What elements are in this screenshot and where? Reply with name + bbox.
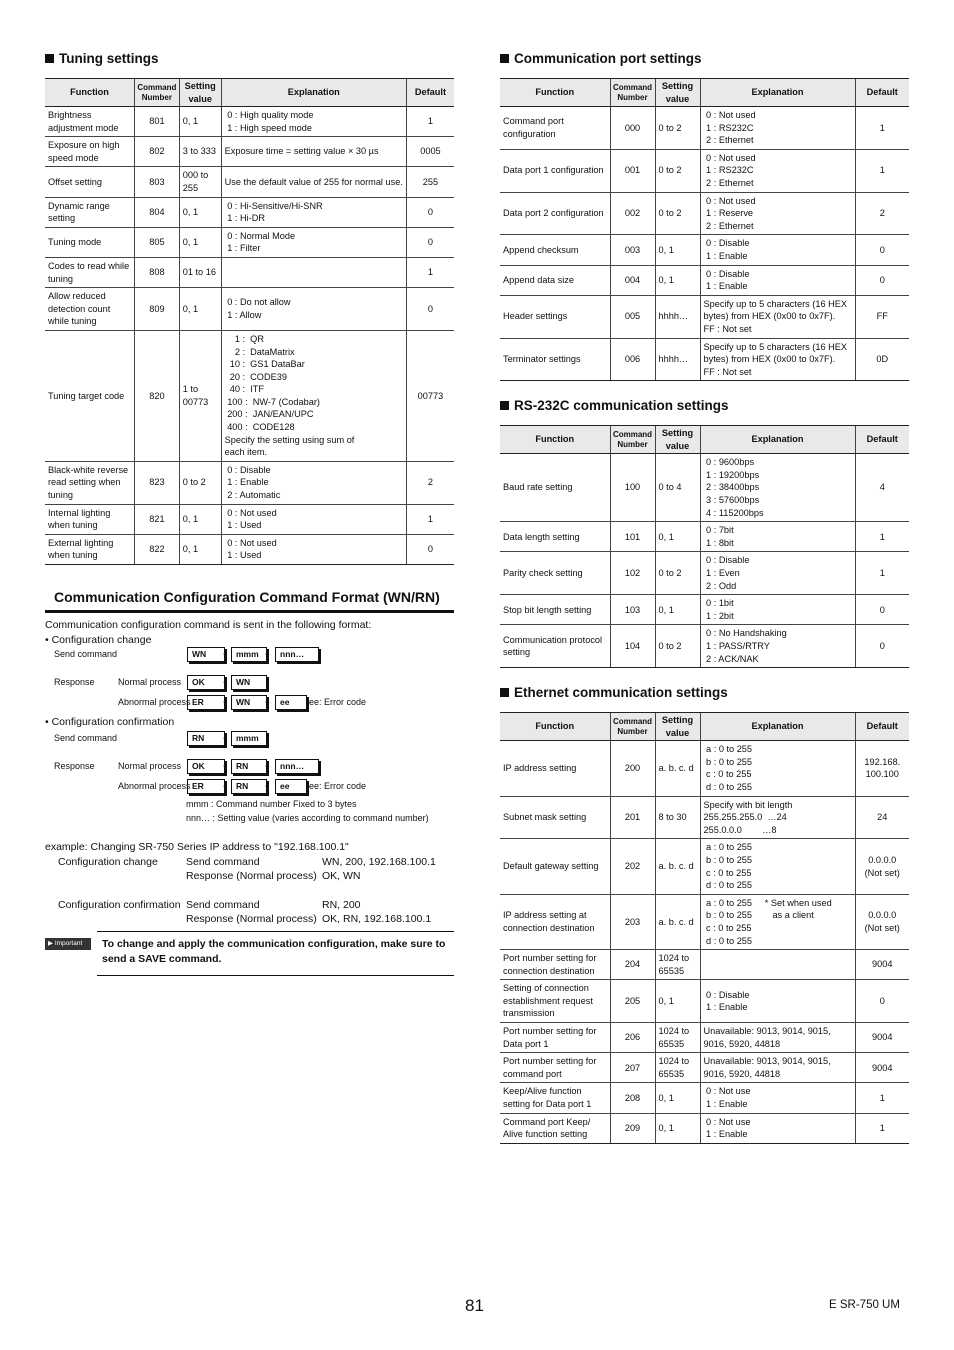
mmm-box: mmm <box>231 647 267 662</box>
default-cell: 0 <box>406 227 454 257</box>
function-cell: Internal lighting when tuning <box>45 504 135 534</box>
header-command-number: Command Number <box>135 79 180 107</box>
explanation-cell: Specify up to 5 characters (16 HEX bytes) from HEX (0x00 to 0x7F). FF : Not set <box>700 295 855 338</box>
explanation-cell: Unavailable: 9013, 9014, 9015, 9016, 5920, 44818 <box>700 1053 855 1083</box>
explanation-cell: a : 0 to 255 b : 0 to 255 c : 0 to 255 d : 0 to 255 <box>700 741 855 796</box>
command-number-cell: 101 <box>610 522 655 552</box>
command-number-cell: 206 <box>610 1023 655 1053</box>
explanation-cell: a : 0 to 255 * Set when used b : 0 to 255 as a client c : 0 to 255 d : 0 to 255 <box>700 894 855 949</box>
setting-value-cell: 0 to 2 <box>655 192 700 235</box>
setting-value-cell: 0, 1 <box>179 227 221 257</box>
command-number-cell: 201 <box>610 796 655 839</box>
function-cell: Allow reduced detection count while tuning <box>45 288 135 331</box>
header-command-number: Command Number <box>610 713 655 741</box>
left-column <box>45 48 454 983</box>
table-row <box>500 295 909 338</box>
table-row <box>500 522 909 552</box>
explanation-cell: a : 0 to 255 b : 0 to 255 c : 0 to 255 d : 0 to 255 <box>700 839 855 894</box>
setting-value-cell: 01 to 16 <box>179 257 221 287</box>
header-command-number: Command Number <box>610 79 655 107</box>
document-id: E SR-750 UM <box>829 1299 900 1311</box>
header-setting-value: Setting value <box>655 426 700 454</box>
table-row <box>500 980 909 1023</box>
function-cell: Command port Keep/ Alive function setting <box>500 1113 610 1143</box>
comma: , <box>265 759 268 770</box>
nnn-box: nnn… <box>275 647 319 662</box>
table-row <box>500 107 909 150</box>
function-cell: Header settings <box>500 295 610 338</box>
default-cell: 24 <box>855 796 909 839</box>
example-response-label: Response (Normal process) <box>186 913 317 925</box>
abnormal-process-label: Abnormal process <box>118 781 191 791</box>
nnn-box: nnn… <box>275 759 319 774</box>
example-change-response: OK, WN <box>322 870 361 882</box>
command-number-cell: 809 <box>135 288 180 331</box>
table-row <box>500 1053 909 1083</box>
rs232c-heading: RS-232C communication settings <box>500 395 909 417</box>
mmm-note: mmm : Command number Fixed to 3 bytes <box>186 799 357 809</box>
setting-value-cell: 0 to 2 <box>655 552 700 595</box>
function-cell: Default gateway setting <box>500 839 610 894</box>
default-cell: 0 <box>406 534 454 564</box>
command-number-cell: 006 <box>610 338 655 381</box>
table-row <box>500 149 909 192</box>
explanation-cell: 0 : 1bit 1 : 2bit <box>700 595 855 625</box>
default-cell: 2 <box>855 192 909 235</box>
table-row <box>500 454 909 522</box>
setting-value-cell: 0 to 2 <box>179 461 221 504</box>
page-number: 81 <box>465 1296 484 1315</box>
function-cell: Offset setting <box>45 167 135 197</box>
explanation-cell: 0 : Not used 1 : Used <box>221 534 406 564</box>
explanation-cell: Specify up to 5 characters (16 HEX bytes) from HEX (0x00 to 0x7F). FF : Not set <box>700 338 855 381</box>
header-default: Default <box>855 713 909 741</box>
setting-value-cell: 0 to 2 <box>655 625 700 668</box>
command-number-cell: 804 <box>135 197 180 227</box>
table-row <box>45 461 454 504</box>
header-default: Default <box>406 79 454 107</box>
command-number-cell: 808 <box>135 257 180 287</box>
nnn-note: nnn… : Setting value (varies according to command number) <box>186 813 429 823</box>
header-setting-value: Setting value <box>655 79 700 107</box>
function-cell: Communication protocol setting <box>500 625 610 668</box>
default-cell: 00773 <box>406 330 454 461</box>
explanation-cell: 0 : Not used 1 : Used <box>221 504 406 534</box>
important-text: To change and apply the communication configuration, make sure to send a SAVE command. <box>102 938 446 965</box>
comm-port-heading: Communication port settings <box>500 48 909 70</box>
comm-format-title: Communication Configuration Command Format (WN/RN) <box>54 589 440 605</box>
ethernet-heading: Ethernet communication settings <box>500 682 909 704</box>
header-explanation: Explanation <box>221 79 406 107</box>
setting-value-cell: 1024 to 65535 <box>655 1053 700 1083</box>
abnormal-process-label: Abnormal process <box>118 697 191 707</box>
explanation-cell: 0 : 7bit 1 : 8bit <box>700 522 855 552</box>
rs232c-table <box>500 425 909 668</box>
explanation-cell: 0 : Disable 1 : Even 2 : Odd <box>700 552 855 595</box>
default-cell: 1 <box>855 522 909 552</box>
default-cell: 2 <box>406 461 454 504</box>
table-row <box>500 1083 909 1113</box>
table-row <box>45 504 454 534</box>
header-default: Default <box>855 79 909 107</box>
explanation-cell: 0 : Not use 1 : Enable <box>700 1083 855 1113</box>
table-row <box>45 288 454 331</box>
example-change-label: Configuration change <box>58 856 158 868</box>
command-number-cell: 104 <box>610 625 655 668</box>
explanation-cell: 0 : Normal Mode 1 : Filter <box>221 227 406 257</box>
function-cell: Black-white reverse read setting when tuning <box>45 461 135 504</box>
command-number-cell: 102 <box>610 552 655 595</box>
setting-value-cell: 0, 1 <box>179 534 221 564</box>
table-row <box>500 741 909 796</box>
default-cell: 192.168. 100.100 <box>855 741 909 796</box>
function-cell: Keep/Alive function setting for Data port 1 <box>500 1083 610 1113</box>
er-box: ER <box>187 779 225 794</box>
default-cell: 1 <box>406 504 454 534</box>
function-cell: Tuning mode <box>45 227 135 257</box>
default-cell: 0 <box>855 595 909 625</box>
function-cell: Baud rate setting <box>500 454 610 522</box>
explanation-cell: 0 : Not used 1 : Reserve 2 : Ethernet <box>700 192 855 235</box>
function-cell: Stop bit length setting <box>500 595 610 625</box>
default-cell: 0 <box>855 625 909 668</box>
header-explanation: Explanation <box>700 79 855 107</box>
ethernet-table <box>500 712 909 1144</box>
default-cell: 0 <box>406 288 454 331</box>
function-cell: Append checksum <box>500 235 610 265</box>
table-row <box>500 1023 909 1053</box>
header-function: Function <box>500 713 610 741</box>
setting-value-cell: 0 to 2 <box>655 107 700 150</box>
error-code-note: ee: Error code <box>309 697 367 707</box>
explanation-cell <box>221 257 406 287</box>
table-row <box>500 950 909 980</box>
right-column <box>500 48 909 1144</box>
setting-value-cell: 0, 1 <box>655 522 700 552</box>
function-cell: Port number setting for command port <box>500 1053 610 1083</box>
table-row <box>500 192 909 235</box>
command-number-cell: 005 <box>610 295 655 338</box>
table-row <box>45 197 454 227</box>
default-cell: 0.0.0.0 (Not set) <box>855 894 909 949</box>
command-number-cell: 822 <box>135 534 180 564</box>
table-row <box>45 330 454 461</box>
default-cell: 1 <box>855 1083 909 1113</box>
table-row <box>45 257 454 287</box>
comma: , <box>223 695 226 706</box>
function-cell: Codes to read while tuning <box>45 257 135 287</box>
comma: , <box>265 779 268 790</box>
example-confirm-label: Configuration confirmation <box>58 899 181 911</box>
table-row <box>500 1113 909 1143</box>
header-explanation: Explanation <box>700 713 855 741</box>
default-cell: 1 <box>855 552 909 595</box>
command-number-cell: 801 <box>135 107 180 137</box>
command-number-cell: 205 <box>610 980 655 1023</box>
table-row <box>45 167 454 197</box>
default-cell: 0D <box>855 338 909 381</box>
command-number-cell: 803 <box>135 167 180 197</box>
normal-process-label: Normal process <box>118 677 182 687</box>
setting-value-cell: 0, 1 <box>655 1083 700 1113</box>
header-setting-value: Setting value <box>655 713 700 741</box>
command-number-cell: 208 <box>610 1083 655 1113</box>
setting-value-cell: a. b. c. d <box>655 741 700 796</box>
example-response-label: Response (Normal process) <box>186 870 317 882</box>
function-cell: Tuning target code <box>45 330 135 461</box>
function-cell: Append data size <box>500 265 610 295</box>
table-row <box>45 227 454 257</box>
default-cell: 0.0.0.0 (Not set) <box>855 839 909 894</box>
header-explanation: Explanation <box>700 426 855 454</box>
important-badge: ▶ Important <box>45 938 91 950</box>
setting-value-cell: 0, 1 <box>655 980 700 1023</box>
header-default: Default <box>855 426 909 454</box>
divider <box>97 975 454 976</box>
command-number-cell: 002 <box>610 192 655 235</box>
setting-value-cell: 8 to 30 <box>655 796 700 839</box>
explanation-cell: 0 : 9600bps 1 : 19200bps 2 : 38400bps 3 : 57600bps 4 : 115200bps <box>700 454 855 522</box>
function-cell: Parity check setting <box>500 552 610 595</box>
command-number-cell: 100 <box>610 454 655 522</box>
default-cell: 9004 <box>855 1053 909 1083</box>
example-confirm-send: RN, 200 <box>322 899 361 911</box>
setting-value-cell: 0, 1 <box>655 235 700 265</box>
explanation-cell: 0 : Do not allow 1 : Allow <box>221 288 406 331</box>
send-command-label: Send command <box>54 733 118 743</box>
table-row <box>45 137 454 167</box>
header-function: Function <box>45 79 135 107</box>
default-cell: 1 <box>855 1113 909 1143</box>
wn-box: WN <box>231 695 267 710</box>
er-box: ER <box>187 695 225 710</box>
config-change-label: • Configuration change <box>45 634 152 646</box>
setting-value-cell: hhhh… <box>655 295 700 338</box>
setting-value-cell: a. b. c. d <box>655 839 700 894</box>
default-cell: 0 <box>406 197 454 227</box>
command-number-cell: 802 <box>135 137 180 167</box>
table-row <box>500 338 909 381</box>
explanation-cell: 0 : No Handshaking 1 : PASS/RTRY 2 : ACK/NAK <box>700 625 855 668</box>
setting-value-cell: a. b. c. d <box>655 894 700 949</box>
table-row <box>500 839 909 894</box>
function-cell: Command port configuration <box>500 107 610 150</box>
command-number-cell: 209 <box>610 1113 655 1143</box>
function-cell: Data length setting <box>500 522 610 552</box>
tuning-heading: Tuning settings <box>45 48 454 70</box>
ee-box: ee <box>275 695 307 710</box>
divider <box>97 931 454 932</box>
square-bullet-icon <box>45 54 54 63</box>
function-cell: Exposure on high speed mode <box>45 137 135 167</box>
setting-value-cell: 0 to 2 <box>655 149 700 192</box>
header-function: Function <box>500 426 610 454</box>
comm-port-table <box>500 78 909 381</box>
setting-value-cell: 1024 to 65535 <box>655 950 700 980</box>
explanation-cell <box>700 950 855 980</box>
response-label: Response <box>54 677 95 687</box>
explanation-cell: 0 : Disable 1 : Enable <box>700 980 855 1023</box>
response-label: Response <box>54 761 95 771</box>
explanation-cell: 0 : Hi-Sensitive/Hi-SNR 1 : Hi-DR <box>221 197 406 227</box>
comm-format-block <box>45 613 454 983</box>
example-confirm-response: OK, RN, 192.168.100.1 <box>322 913 432 925</box>
rn-box: RN <box>231 759 267 774</box>
config-confirm-label: • Configuration confirmation <box>45 716 175 728</box>
setting-value-cell: 1 to 00773 <box>179 330 221 461</box>
comma: , <box>265 695 268 706</box>
explanation-cell: 0 : Not used 1 : RS232C 2 : Ethernet <box>700 149 855 192</box>
command-number-cell: 823 <box>135 461 180 504</box>
rn-box: RN <box>231 779 267 794</box>
comma: , <box>223 759 226 770</box>
setting-value-cell: 0, 1 <box>179 107 221 137</box>
mmm-box: mmm <box>231 731 267 746</box>
command-number-cell: 004 <box>610 265 655 295</box>
table-row <box>500 552 909 595</box>
square-bullet-icon <box>500 401 509 410</box>
table-row <box>500 235 909 265</box>
function-cell: Dynamic range setting <box>45 197 135 227</box>
function-cell: Data port 1 configuration <box>500 149 610 192</box>
default-cell: 255 <box>406 167 454 197</box>
example-text: example: Changing SR-750 Series IP address to "192.168.100.1" <box>45 841 349 853</box>
command-number-cell: 204 <box>610 950 655 980</box>
setting-value-cell: 0, 1 <box>179 288 221 331</box>
function-cell: Terminator settings <box>500 338 610 381</box>
setting-value-cell: 0, 1 <box>179 197 221 227</box>
command-number-cell: 820 <box>135 330 180 461</box>
explanation-cell: 0 : Not used 1 : RS232C 2 : Ethernet <box>700 107 855 150</box>
default-cell: 0 <box>855 980 909 1023</box>
setting-value-cell: 0, 1 <box>655 595 700 625</box>
comma: , <box>223 731 226 742</box>
default-cell: 9004 <box>855 1023 909 1053</box>
setting-value-cell: 0, 1 <box>655 265 700 295</box>
function-cell: Subnet mask setting <box>500 796 610 839</box>
function-cell: IP address setting <box>500 741 610 796</box>
table-row <box>500 894 909 949</box>
command-number-cell: 805 <box>135 227 180 257</box>
comma: , <box>223 647 226 658</box>
default-cell: 4 <box>855 454 909 522</box>
command-number-cell: 203 <box>610 894 655 949</box>
function-cell: Brightness adjustment mode <box>45 107 135 137</box>
explanation-cell: 1 : QR 2 : DataMatrix 10 : GS1 DataBar 20 : CODE39 40 : ITF 100 : NW-7 (Codabar) 200 : JAN/EAN/UPC 400 : CODE128 Specify the setting using sum of each item. <box>221 330 406 461</box>
example-change-send: WN, 200, 192.168.100.1 <box>322 856 436 868</box>
default-cell: 1 <box>855 107 909 150</box>
example-send-label: Send command <box>186 899 260 911</box>
default-cell: FF <box>855 295 909 338</box>
setting-value-cell: 0, 1 <box>655 1113 700 1143</box>
header-setting-value: Setting value <box>179 79 221 107</box>
table-row <box>500 796 909 839</box>
default-cell: 1 <box>855 149 909 192</box>
error-code-note: ee: Error code <box>309 781 367 791</box>
comma: , <box>265 647 268 658</box>
command-number-cell: 103 <box>610 595 655 625</box>
command-number-cell: 000 <box>610 107 655 150</box>
normal-process-label: Normal process <box>118 761 182 771</box>
function-cell: IP address setting at connection destination <box>500 894 610 949</box>
explanation-cell: Unavailable: 9013, 9014, 9015, 9016, 5920, 44818 <box>700 1023 855 1053</box>
function-cell: Port number setting for Data port 1 <box>500 1023 610 1053</box>
explanation-cell: 0 : Not use 1 : Enable <box>700 1113 855 1143</box>
table-row <box>500 595 909 625</box>
header-command-number: Command Number <box>610 426 655 454</box>
square-bullet-icon <box>500 54 509 63</box>
explanation-cell: Exposure time = setting value × 30 µs <box>221 137 406 167</box>
comma: , <box>223 675 226 686</box>
ok-box: OK <box>187 759 225 774</box>
explanation-cell: 0 : Disable 1 : Enable 2 : Automatic <box>221 461 406 504</box>
setting-value-cell: 1024 to 65535 <box>655 1023 700 1053</box>
wn-box: WN <box>187 647 225 662</box>
explanation-cell: Specify with bit length 255.255.255.0 …24 255.0.0.0 …8 <box>700 796 855 839</box>
explanation-cell: 0 : Disable 1 : Enable <box>700 235 855 265</box>
explanation-cell: 0 : High quality mode 1 : High speed mode <box>221 107 406 137</box>
default-cell: 9004 <box>855 950 909 980</box>
format-intro: Communication configuration command is sent in the following format: <box>45 619 372 631</box>
default-cell: 1 <box>406 257 454 287</box>
default-cell: 0005 <box>406 137 454 167</box>
table-row <box>500 265 909 295</box>
function-cell: External lighting when tuning <box>45 534 135 564</box>
default-cell: 0 <box>855 265 909 295</box>
function-cell: Data port 2 configuration <box>500 192 610 235</box>
function-cell: Setting of connection establishment request transmission <box>500 980 610 1023</box>
setting-value-cell: 000 to 255 <box>179 167 221 197</box>
ok-box: OK <box>187 675 225 690</box>
command-number-cell: 003 <box>610 235 655 265</box>
command-number-cell: 821 <box>135 504 180 534</box>
tuning-table <box>45 78 454 565</box>
header-function: Function <box>500 79 610 107</box>
send-command-label: Send command <box>54 649 118 659</box>
ee-box: ee <box>275 779 307 794</box>
example-send-label: Send command <box>186 856 260 868</box>
comma: , <box>223 779 226 790</box>
table-row <box>45 534 454 564</box>
setting-value-cell: hhhh… <box>655 338 700 381</box>
setting-value-cell: 3 to 333 <box>179 137 221 167</box>
default-cell: 1 <box>406 107 454 137</box>
function-cell: Port number setting for connection destination <box>500 950 610 980</box>
rn-box: RN <box>187 731 225 746</box>
setting-value-cell: 0 to 4 <box>655 454 700 522</box>
explanation-cell: Use the default value of 255 for normal use. <box>221 167 406 197</box>
default-cell: 0 <box>855 235 909 265</box>
setting-value-cell: 0, 1 <box>179 504 221 534</box>
table-row <box>500 625 909 668</box>
command-number-cell: 202 <box>610 839 655 894</box>
command-number-cell: 001 <box>610 149 655 192</box>
wn-box: WN <box>231 675 267 690</box>
command-number-cell: 200 <box>610 741 655 796</box>
square-bullet-icon <box>500 688 509 697</box>
command-number-cell: 207 <box>610 1053 655 1083</box>
table-row <box>45 107 454 137</box>
explanation-cell: 0 : Disable 1 : Enable <box>700 265 855 295</box>
